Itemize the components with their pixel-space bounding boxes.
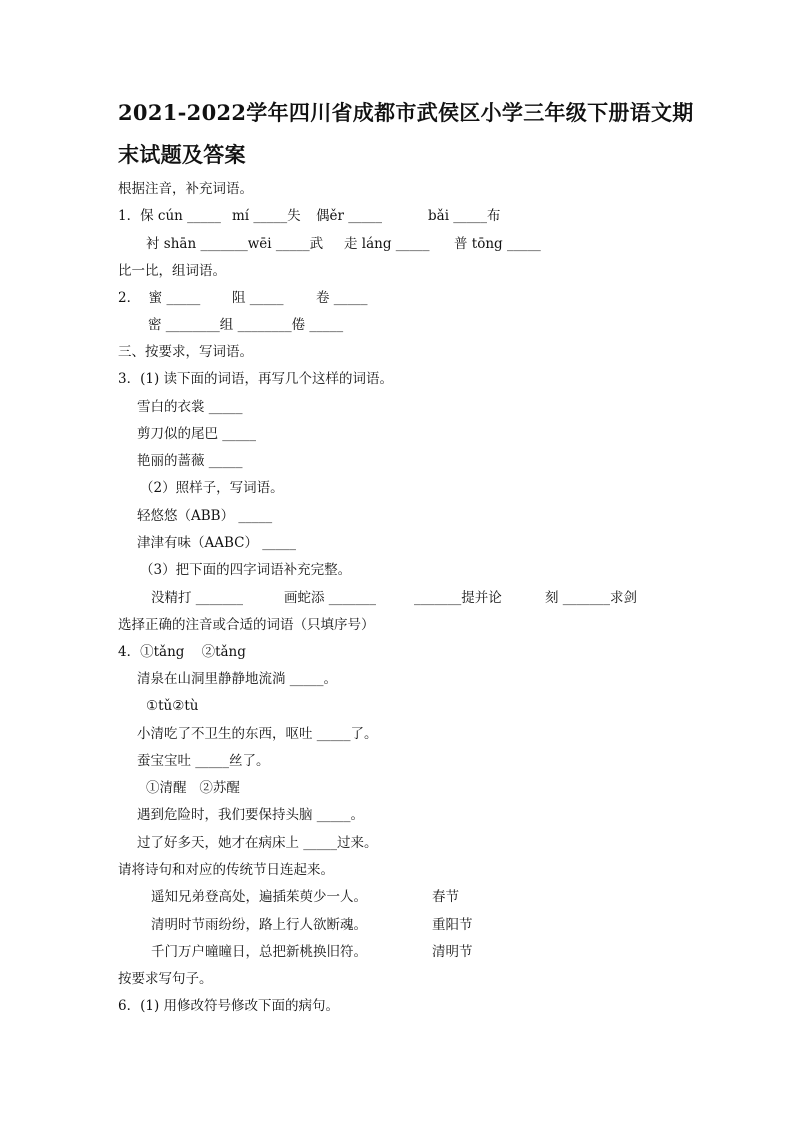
s6-q1-prompt: 6．(1) 用修改符号修改下面的病句。 bbox=[118, 998, 340, 1014]
s2-row2: 密 ________组 ________倦 _____ bbox=[148, 317, 344, 333]
s4-options-1: 4．①tǎng ②tǎng bbox=[118, 644, 246, 660]
s5-poem-2: 清明时节雨纷纷，路上行人欲断魂。 bbox=[151, 917, 367, 933]
s2-row1-item-2: 阻 _____ bbox=[232, 290, 284, 306]
s5-poem-1: 遥知兄弟登高处，遍插茱萸少一人。 bbox=[151, 889, 367, 905]
s3-q1-item-2: 剪刀似的尾巴 _____ bbox=[137, 426, 257, 442]
s1-row1-item-4: bǎi _____布 bbox=[428, 208, 501, 224]
section-6-heading: 按要求写句子。 bbox=[118, 971, 213, 987]
s1-row2-item-3: 普 tōng _____ bbox=[454, 236, 541, 252]
section-3-heading: 三、按要求，写词语。 bbox=[118, 344, 253, 360]
s3-q1-item-1: 雪白的衣裳 _____ bbox=[137, 399, 243, 415]
s5-festival-3: 清明节 bbox=[432, 944, 473, 960]
s1-row1-item-3: 偶ěr _____ bbox=[316, 208, 382, 224]
section-1-heading: 根据注音，补充词语。 bbox=[118, 181, 253, 197]
s4-sentence-4: 遇到危险时，我们要保持头脑 _____。 bbox=[137, 807, 365, 823]
s4-sentence-5: 过了好多天，她才在病床上 _____过来。 bbox=[137, 835, 378, 851]
s2-row1-item-1: 2． 蜜 _____ bbox=[118, 290, 201, 306]
s1-row1-item-2: mí _____失 bbox=[232, 208, 301, 224]
section-2-heading: 比一比，组词语。 bbox=[118, 263, 226, 279]
section-4-heading: 选择正确的注音或合适的词语（只填序号） bbox=[118, 617, 375, 633]
s2-row1-item-3: 卷 _____ bbox=[316, 290, 368, 306]
s4-sentence-1: 清泉在山洞里静静地流淌 _____。 bbox=[137, 671, 338, 687]
s3-q2-item-1: 轻悠悠（ABB） _____ bbox=[137, 508, 273, 524]
s5-festival-2: 重阳节 bbox=[432, 917, 473, 933]
s4-sentence-3: 蚕宝宝吐 _____丝了。 bbox=[137, 753, 270, 769]
s1-row1-item-1: 1．保 cún _____ bbox=[118, 208, 221, 224]
s4-options-3: ①清醒 ②苏醒 bbox=[146, 780, 240, 796]
s4-options-2: ①tǔ②tù bbox=[146, 698, 199, 714]
s3-q3-item-4: 刻 _______求剑 bbox=[545, 590, 638, 606]
s5-poem-3: 千门万户曈曈日，总把新桃换旧符。 bbox=[151, 944, 367, 960]
title-line-2: 末试题及答案 bbox=[118, 142, 246, 167]
s3-q1-prompt: 3．(1) 读下面的词语，再写几个这样的词语。 bbox=[118, 371, 394, 387]
s3-q2-item-2: 津津有味（AABC） _____ bbox=[137, 535, 297, 551]
title-line-1: 2021-2022学年四川省成都市武侯区小学三年级下册语文期 bbox=[118, 100, 694, 125]
s3-q2-prompt: （2）照样子，写词语。 bbox=[140, 480, 284, 496]
s5-festival-1: 春节 bbox=[432, 889, 459, 905]
s3-q1-item-3: 艳丽的蔷薇 _____ bbox=[137, 453, 243, 469]
s3-q3-item-3: _______提并论 bbox=[414, 590, 502, 606]
s1-row2-item-2: 走 láng _____ bbox=[344, 236, 430, 252]
s1-row2-item-1: 衬 shān _______wēi _____武 bbox=[146, 236, 324, 252]
section-5-heading: 请将诗句和对应的传统节日连起来。 bbox=[118, 862, 334, 878]
s4-sentence-2: 小清吃了不卫生的东西，呕吐 _____了。 bbox=[137, 726, 378, 742]
s3-q3-prompt: （3）把下面的四字词语补充完整。 bbox=[140, 562, 352, 578]
s3-q3-item-2: 画蛇添 _______ bbox=[284, 590, 377, 606]
s3-q3-item-1: 没精打 _______ bbox=[151, 590, 244, 606]
